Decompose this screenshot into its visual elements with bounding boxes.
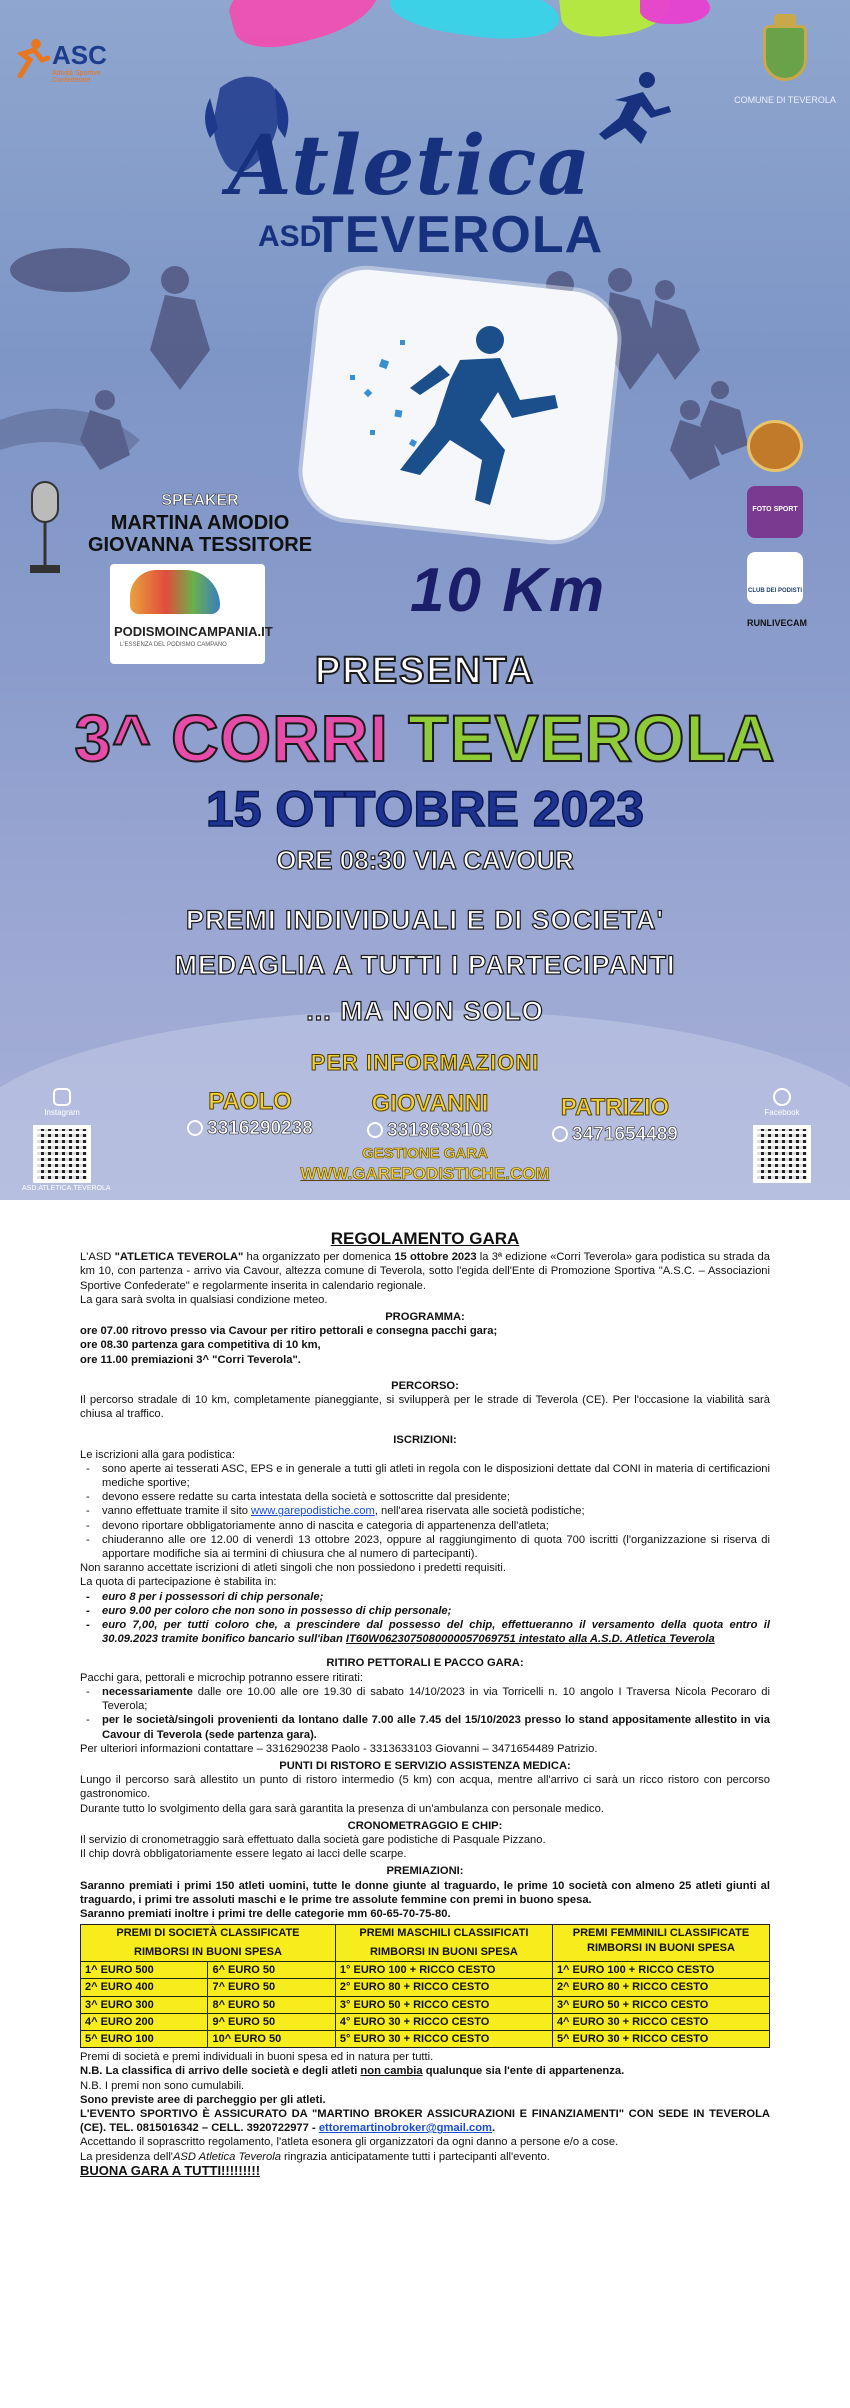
garepodistiche-site-link[interactable]: www.garepodistiche.com: [251, 1505, 375, 1518]
sponsor-crest-icon: [747, 420, 803, 472]
programma-heading: PROGRAMMA:: [385, 1311, 465, 1324]
premiazioni-text-1: Saranno premiati i primi 150 atleti uomini, tutte le donne giunte al traguardo, le prime 10 società con almeno 25 atleti giunti al traguardo, i primi tre assoluti maschi e le prime tre assolute femmine con premi in buono spesa.: [80, 1879, 770, 1906]
iscrizioni-intro: Le iscrizioni alla gara podistica:: [80, 1448, 235, 1461]
insurance-email-link[interactable]: ettoremartinobroker@gmail.com: [318, 2122, 492, 2135]
whatsapp-icon: [367, 1122, 383, 1138]
crono-text-1: Il servizio di cronometraggio sarà effettuato dalla società gare podistiche di Pasquale Pizzano.: [80, 1833, 546, 1846]
table-header-femminili: PREMI FEMMINILI CLASSIFICATE RIMBORSI IN BUONI SPESA: [552, 1925, 769, 1962]
speaker-block: [60, 490, 340, 556]
table-row: 3^ EURO 300 8^ EURO 50 3° EURO 50 + RICCO CESTO 3^ EURO 50 + RICCO CESTO: [81, 1996, 770, 2013]
event-prefix: 3^: [74, 701, 152, 775]
iban-text: IT60W0623075080000057069751 intestato alla A.S.D. Atletica Teverola: [345, 1633, 715, 1646]
intro-paragraph: L'ASD "ATLETICA TEVEROLA" ha organizzato per domenica 15 ottobre 2023 la 3ª edizione «Corri Teverola» gara podistica su strada da km 10, con partenza - arrivo via Cavour, altezza comune di Teverola, sotto l'egida dell'Ente di Promozione Sportiva "A.S.C. – Associazioni Sportive Confederate" e regolarmente inserita in calendario regionale.: [80, 1251, 770, 1292]
contact-name: PATRIZIO: [560, 1094, 670, 1121]
contact-phone: [170, 1118, 330, 1140]
asc-runner-icon: [12, 38, 50, 78]
contact-giovanni: [345, 1090, 515, 1142]
contact-phone-number: 3471654489: [572, 1124, 678, 1145]
list-item: - chiuderanno alle ore 12.00 di venerdì 13 ottobre 2023, oppure al raggiungimento di quota 700 iscritti (l'organizzazione si riserva di apportare modifiche sia ai termini di chiusura che al numero di partecipanti).: [80, 1533, 770, 1561]
asc-logo-subtitle: Attività Sportive Confederate: [52, 70, 101, 84]
facebook-qr-code: [753, 1125, 811, 1183]
contact-phone: [345, 1120, 515, 1142]
list-item: - euro 8 per i possessori di chip personale;: [80, 1590, 770, 1604]
after-text-6: Accettando il soprascritto regolamento, l'atleta esonera gli organizzatori da ogni danno a persone e/o a cose.: [80, 2136, 619, 2149]
programma-item: ore 07.00 ritrovo presso via Cavour per ritiro pettorali e consegna pacchi gara;: [80, 1325, 498, 1338]
crono-heading: CRONOMETRAGGIO E CHIP:: [347, 1819, 503, 1832]
contact-name: PAOLO: [208, 1088, 292, 1115]
title-atletica: Atletica: [228, 118, 592, 214]
instagram-icon: [53, 1088, 71, 1106]
iscrizioni-non-accettate: Non saranno accettate iscrizioni di atleti singoli che non possiedono i predetti requisiti.: [80, 1562, 506, 1575]
informazioni-heading: PER INFORMAZIONI: [310, 1050, 540, 1075]
premiazioni-text-2: Saranno premiati inoltre i primi tre delle categorie mm 60-65-70-75-80.: [80, 1907, 451, 1920]
sponsor-foto-sport: [747, 486, 803, 538]
event-time-place: ORE 08:30 VIA CAVOUR: [276, 845, 574, 875]
list-item: - vanno effettuate tramite il sito www.garepodistiche.com, nell'area riservata alle società podistiche;: [80, 1504, 770, 1518]
regolamento-document: [80, 1229, 770, 2178]
paint-splash-magenta: [640, 0, 710, 24]
whatsapp-icon: [552, 1126, 568, 1142]
paint-splash-cyan: [387, 0, 563, 48]
ritiro-list: [80, 1685, 770, 1742]
ristoro-text-2: Durante tutto lo svolgimento della gara sarà garantita la presenza di un'ambulanza con personale medico.: [80, 1802, 604, 1815]
facebook-icon: [773, 1088, 791, 1106]
after-text-2: N.B. La classifica di arrivo delle società e degli atleti non cambia qualunque sia l'ente di appartenenza.: [80, 2065, 625, 2078]
facebook-label: Facebook: [764, 1108, 800, 1117]
programma-item: ore 08.30 partenza gara competitiva di 10 km,: [80, 1339, 321, 1352]
contact-phone: [530, 1124, 700, 1146]
ristoro-heading: PUNTI DI RISTORO E SERVIZIO ASSISTENZA MEDICA:: [279, 1759, 571, 1772]
premi-line: PREMI INDIVIDUALI E DI SOCIETA': [186, 905, 664, 935]
garepodistiche-link[interactable]: WWW.GAREPODISTICHE.COM: [300, 1164, 550, 1183]
premiazioni-heading: PREMIAZIONI:: [386, 1865, 464, 1878]
contact-phone-number: 3316290238: [207, 1118, 313, 1139]
speaker-name-1: MARTINA AMODIO: [110, 512, 290, 534]
percorso-text: Il percorso stradale di 10 km, completamente pianeggiante, si svilupperà per le strade di Teverola (CE). Per l'occasione la viabilità sarà chiusa al traffico.: [80, 1394, 770, 1421]
contact-name: GIOVANNI: [371, 1090, 489, 1117]
sponsor-foto-sport-label: FOTO SPORT: [752, 506, 798, 513]
ristoro-text-1: Lungo il percorso sarà allestito un punto di ristoro intermedio (5 km) con acqua, mentre all'arrivo ci sarà un ricco ristoro con percorso gastronomico.: [80, 1774, 770, 1801]
table-row: 2^ EURO 400 7^ EURO 50 2° EURO 80 + RICCO CESTO 2^ EURO 80 + RICCO CESTO: [81, 1979, 770, 1996]
asc-logo: [12, 36, 132, 86]
comune-label: COMUNE DI TEVEROLA: [734, 95, 836, 105]
asc-logo-text: ASC: [52, 40, 107, 70]
list-item: - devono essere redatte su carta intestata della società e sottoscritte dal presidente;: [80, 1490, 770, 1504]
sponsor-club-label: CLUB DEI PODISTI: [747, 588, 802, 594]
crono-text-2: Il chip dovrà obbligatoriamente essere legato ai lacci delle scarpe.: [80, 1848, 407, 1861]
instagram-label: Instagram: [44, 1108, 80, 1117]
paint-splash-pink: [223, 0, 386, 58]
after-text-1: Premi di società e premi individuali in buoni spesa ed in natura per tutti.: [80, 2051, 434, 2064]
contact-phone-number: 3313633103: [387, 1120, 493, 1141]
ritiro-heading: RITIRO PETTORALI E PACCO GARA:: [326, 1657, 524, 1670]
list-item: - euro 9.00 per coloro che non sono in possesso di chip personale;: [80, 1604, 770, 1618]
sponsor-runlivecam: [747, 618, 807, 642]
list-item: - euro 7,00, per tutti coloro che, a prescindere dal possesso del chip, effettueranno il versamento della quota entro il 30.09.2023 tramite bonifico bancario sull'iban IT60W0623075080000057069751 intestato alla A.S.D. Atletica Teverola: [80, 1618, 770, 1646]
event-name: [0, 700, 850, 776]
whatsapp-icon: [187, 1120, 203, 1136]
programma-item: ore 11.00 premiazioni 3^ "Corri Teverola".: [80, 1353, 301, 1366]
podismo-subtitle: L'ESSENZA DEL PODISMO CAMPANO: [120, 642, 227, 648]
title-teverola: TEVEROLA: [312, 206, 604, 264]
instagram-qr-code: [33, 1125, 91, 1183]
sprinter-icon: [340, 300, 590, 530]
instagram-handle: ASD.ATLETICA.TEVEROLA: [22, 1185, 111, 1192]
after-text-3: N.B. I premi non sono cumulabili.: [80, 2079, 245, 2092]
podismo-name: PODISMOINCAMPANIA.IT: [114, 624, 273, 639]
contact-paolo: [170, 1088, 330, 1140]
table-row: 5^ EURO 100 10^ EURO 50 5° EURO 30 + RICCO CESTO 5^ EURO 30 + RICCO CESTO: [81, 2030, 770, 2047]
distance-label: 10 Km: [410, 556, 607, 625]
facebook-block[interactable]: [742, 1088, 822, 1183]
title-runner-icon: [585, 70, 675, 150]
comune-crest-icon: [763, 25, 807, 81]
sponsor-runlivecam-label: RUNLIVECAM: [747, 618, 807, 628]
contact-patrizio: [530, 1094, 700, 1146]
speaker-name-2: GIOVANNA TESSITORE: [87, 534, 313, 556]
regolamento-title: REGOLAMENTO GARA: [330, 1229, 520, 1248]
comune-teverola-logo: [730, 25, 840, 125]
table-header-row: [81, 1925, 770, 1962]
list-item: - devono riportare obbligatoriamente anno di nascita e categoria di appartenenza dell'atleta;: [80, 1519, 770, 1533]
list-item: - necessariamente dalle ore 10.00 alle ore 19.30 di sabato 14/10/2023 in via Torricelli n. 10 angolo I Traversa Nicola Pecoraro di Teverola;: [80, 1685, 770, 1713]
list-item: - sono aperte ai tesserati ASC, EPS e in generale a tutti gli atleti in regola con le disposizioni dettate dal CONI in materia di certificazioni mediche sportive;: [80, 1462, 770, 1490]
after-text-4: Sono previste aree di parcheggio per gli atleti.: [80, 2093, 326, 2106]
shoe-icon: [130, 570, 220, 614]
speaker-title: SPEAKER: [161, 492, 239, 509]
ritiro-intro: Pacchi gara, pettorali e microchip potranno essere ritirati:: [80, 1671, 363, 1684]
percorso-heading: PERCORSO:: [391, 1379, 459, 1392]
event-poster: [0, 0, 850, 1200]
closing-line: BUONA GARA A TUTTI!!!!!!!!!: [80, 2162, 261, 2178]
table-header-maschili: PREMI MASCHILI CLASSIFICATI RIMBORSI IN BUONI SPESA: [335, 1925, 552, 1962]
list-item: - per le società/singoli provenienti da lontano dalle 7.00 alle 7.45 del 15/10/2023 presso lo stand appositamente allestito in via Cavour di Teverola (sede partenza gara).: [80, 1713, 770, 1741]
iscrizioni-list: [80, 1462, 770, 1561]
table-header-societa: PREMI DI SOCIETÀ CLASSIFICATE RIMBORSI IN BUONI SPESA: [81, 1925, 336, 1962]
meteo-note: La gara sarà svolta in qualsiasi condizione meteo.: [80, 1293, 328, 1306]
quota-intro: La quota di partecipazione è stabilita in:: [80, 1576, 277, 1589]
sponsor-club-podisti: [747, 552, 803, 604]
ritiro-info: Per ulteriori informazioni contattare – 3316290238 Paolo - 3313633103 Giovanni – 3471654489 Patrizio.: [80, 1742, 598, 1755]
table-row: 4^ EURO 200 9^ EURO 50 4° EURO 30 + RICCO CESTO 4^ EURO 30 + RICCO CESTO: [81, 2013, 770, 2030]
event-word-teverola: TEVEROLA: [408, 701, 776, 775]
instagram-block[interactable]: [22, 1088, 111, 1192]
medaglia-line: MEDAGLIA A TUTTI I PARTECIPANTI: [174, 950, 676, 980]
quota-list: [80, 1590, 770, 1647]
prizes-table: [80, 1924, 770, 2048]
event-date: 15 OTTOBRE 2023: [205, 781, 645, 837]
title-asd: ASD: [258, 220, 322, 253]
event-word-corri: CORRI: [171, 701, 389, 775]
non-solo-line: ... MA NON SOLO: [306, 996, 544, 1026]
table-row: 1^ EURO 500 6^ EURO 50 1° EURO 100 + RICCO CESTO 1^ EURO 100 + RICCO CESTO: [81, 1962, 770, 1979]
gestione-gara-label: GESTIONE GARA: [362, 1145, 488, 1162]
insurance-text: L'EVENTO SPORTIVO È ASSICURATO DA "MARTINO BROKER ASSICURAZIONI E FINANZIAMENTI" CON SEDE IN TEVEROLA (CE). TEL. 0815016342 – CELL. 3920722977 - ettoremartinobroker@gmail.com.: [80, 2107, 770, 2135]
presenta-heading: PRESENTA: [314, 650, 536, 692]
podismo-logo: [110, 564, 273, 664]
iscrizioni-heading: ISCRIZIONI:: [393, 1434, 457, 1447]
sponsor-logos: [740, 420, 810, 656]
after-text-7: La presidenza dell'ASD Atletica Teverola ringrazia anticipatamente tutti i partecipanti all'evento.: [80, 2150, 550, 2163]
